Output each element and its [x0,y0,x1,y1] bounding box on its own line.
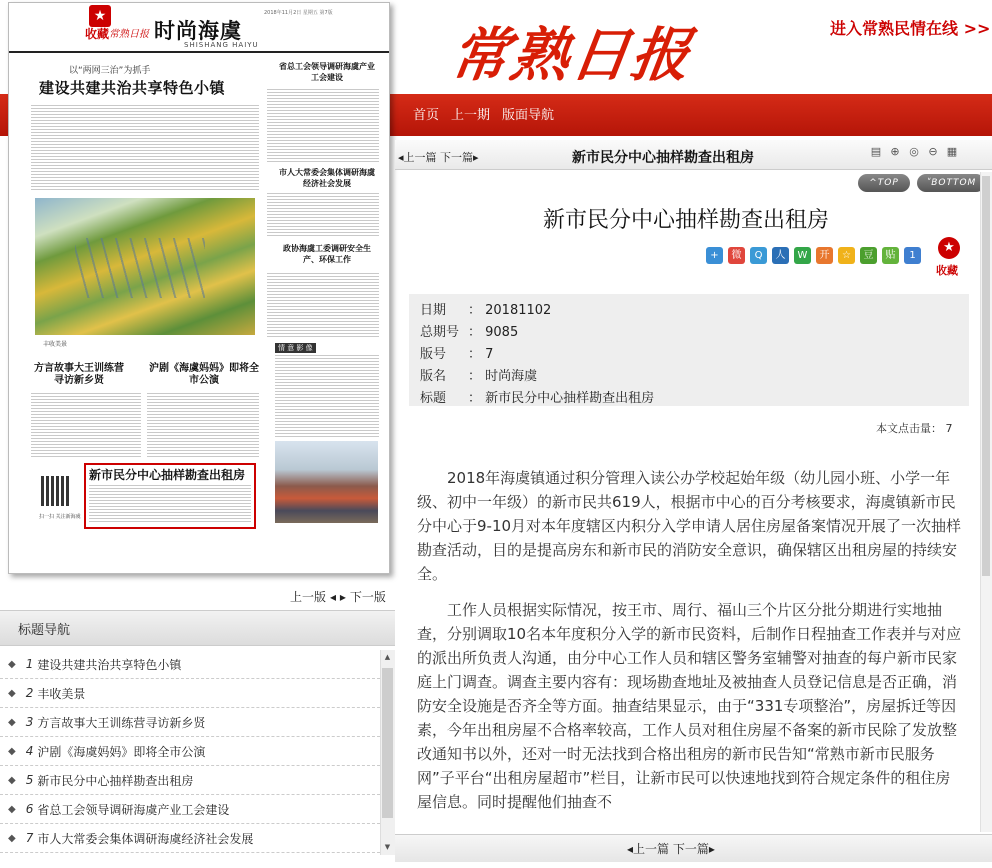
info-row-issue: 总期号 ： 9085 [420,321,518,340]
paper-col-headline-3[interactable]: 政协海虞工委调研安全生产、环保工作 [283,244,371,264]
zoom-reset-icon[interactable]: ◎ [909,145,919,158]
site-logo[interactable]: 常熟日报 [446,21,697,89]
scroll-up-icon[interactable]: ▲ [384,653,391,661]
hit-count-value: 7 [945,422,953,435]
paper-fav-label: 收藏 [85,27,110,41]
arrow-left-icon: ◂ [627,842,634,856]
paper-text-block [267,271,379,337]
list-item-num: 3 [25,715,34,729]
paper-lead-headline[interactable]: 建设共建共治共享特色小镇 [39,79,226,97]
print-icon[interactable]: ▦ [946,145,958,158]
paper-logo: 常熟日报 [109,29,149,40]
paper-text-block [31,103,259,191]
next-page-link[interactable]: 下一版 [349,590,386,604]
share-more-icon[interactable]: + [706,247,723,264]
nav-home[interactable]: 首页 [413,108,440,123]
paper-section-name: 时尚海虞 [154,19,242,43]
douban-icon[interactable]: 豆 [860,247,877,264]
info-row-page: 版号 ： 7 [420,343,493,362]
scroll-bottom-button[interactable]: ˅BOTTOM [917,174,985,192]
article-tools [868,144,960,160]
highlighted-article-title[interactable]: 新市民分中心抽样勘查出租房 [89,468,246,482]
main-nav [413,104,554,123]
hit-count-label: 本文点击量： [876,422,942,435]
article-paragraph: 工作人员根据实际情况，按王市、周行、福山三个片区分批分期进行实地抽查，分别调取10名本年度积分入学的新市民资料，后制作日程抽查工作表并与对应的派出所负责人沟通，由分中心工作人员和辖区警务室辅警对抽查的每户新市民家庭上门调查。调查主要内容有：现场勘查地址及被抽查人员登记信息是否正确，消防安全设施是否齐全等方面。抽查结果显示，由于“331专项整治”，房屋拆迁等因素，今年出租房屋不合格率较高，工作人员对租住房屋不备案的新市民除了发放整改通知书以外，还对一时无法找到合格出租房的新市民告知“常熟市新市民服务网”子平台“出租房屋超市”栏目，让新市民可以快速地找到符合规定条件的租住房屋信息。同时提醒他们抽查不 [417,601,962,811]
diamond-bullet-icon: ◆ [8,803,16,815]
info-value: 时尚海虞 [485,369,538,384]
zoom-out-icon[interactable]: ⊖ [928,145,938,158]
collect-label[interactable]: 收藏 [936,264,958,277]
info-row-date: 日期 ： 20181102 [420,299,551,318]
diamond-bullet-icon: ◆ [8,716,16,728]
scroll-bottom-label: BOTTOM [931,178,977,188]
qzone-icon[interactable]: Q [750,247,767,264]
zoom-in-icon[interactable]: ⊕ [890,145,900,158]
title-nav-heading: 标题导航 [18,623,71,638]
title-nav-list [0,650,380,853]
article-body [417,466,962,826]
paper-text-block [267,191,379,237]
list-item-label[interactable]: 省总工会领导调研海虞产业工会建设 [37,802,230,817]
share-count-icon[interactable]: 1 [904,247,921,264]
article-scroll-thumb[interactable] [982,176,990,576]
list-item-num: 5 [25,773,34,787]
nav-page-nav[interactable]: 版面导航 [502,108,555,123]
list-item-num: 4 [25,744,34,758]
weibo-icon[interactable]: 微 [728,247,745,264]
photo-caption: 丰收美景 [43,341,68,348]
qr-code-icon [41,476,71,506]
paper-text-block [267,87,379,162]
hit-count [876,420,953,436]
diamond-bullet-icon: ◆ [8,832,16,844]
paper-tag: 情 意 影 像 [275,343,316,353]
wechat-icon[interactable]: W [794,247,811,264]
paper-text-block [31,391,141,457]
list-item[interactable] [0,824,380,853]
qr-caption: 扫一扫 关注新海虞 [39,514,81,520]
next-article-link-bottom[interactable]: 下一篇 [672,842,709,856]
article-paragraph: 2018年海虞镇通过积分管理入读公办学校起始年级（幼儿园小班、小学一年级、初中一年级）的新市民共619人，根据市中心的百分考核要求，海虞镇新市民分中心于9-10月对本年度辖区内积分入学申请人居住房屋备案情况开展了一次抽样勘查活动，目的是提高房东和新市民的消防安全意识，确保辖区出租房屋的持续安全。 [417,469,962,583]
info-value: 7 [485,347,494,362]
arrow-left-icon: ◂ [398,151,404,164]
list-item-num: 6 [25,802,34,816]
paper-section-en: SHISHANG HAIYU [184,41,259,49]
document-icon[interactable]: ▤ [870,145,882,158]
info-value: 9085 [485,325,519,340]
info-row-title: 标题 ： 新市民分中心抽样勘查出租房 [420,387,654,406]
nav-prev-issue[interactable]: 上一期 [451,108,491,123]
diamond-bullet-icon: ◆ [8,774,16,786]
crowd-photo[interactable] [275,441,378,523]
scroll-top-button[interactable]: ^TOP [858,174,910,192]
info-key: 版名 [420,369,447,384]
list-item[interactable] [0,795,380,824]
list-item-label[interactable]: 方言故事大王训练营寻访新乡贤 [37,715,206,730]
renren-icon[interactable]: 人 [772,247,789,264]
article-bottom-nav [627,840,715,857]
list-item[interactable] [0,650,380,679]
article-top-nav [398,149,479,165]
title-nav-scroll-thumb[interactable] [382,668,393,818]
list-item-num: 2 [25,686,34,700]
info-row-page-name: 版名 ： 时尚海虞 [420,365,537,384]
list-item[interactable] [0,679,380,708]
scroll-down-icon[interactable]: ▼ [384,843,391,851]
tieba-icon[interactable]: 贴 [882,247,899,264]
scroll-top-label: TOP [877,178,899,188]
paper-text-block [147,391,259,457]
article-toolbar-title: 新市民分中心抽样勘查出租房 [572,150,754,166]
arrow-right-icon: ▸ [473,151,479,164]
paper-story-2[interactable]: 沪剧《海虞妈妈》即将全市公演 [149,363,259,386]
article-title: 新市民分中心抽样勘查出租房 [542,208,829,233]
star-icon: ★ [89,5,111,27]
paper-lead-subtitle: 以“两网三治”为抓手 [69,66,151,76]
info-value: 20181102 [485,303,552,318]
article-body-viewport [396,455,980,833]
diamond-bullet-icon: ◆ [8,658,16,670]
paper-text-block [89,483,251,523]
info-key: 版号 [420,347,447,362]
paper-meta: 2018年11月2日 星期五 第7版 [264,10,333,16]
diamond-bullet-icon: ◆ [8,687,16,699]
share-bar [706,247,921,264]
newspaper-page-image[interactable] [8,2,390,574]
list-item-num: 7 [25,831,34,845]
prev-page-link[interactable]: 上一版 [290,590,327,604]
kaixin-icon[interactable]: 开 [816,247,833,264]
list-item-num: 1 [25,657,34,671]
list-item-label[interactable]: 沪剧《海虞妈妈》即将全市公演 [37,744,206,759]
page-pager [288,588,388,605]
list-item-label[interactable]: 建设共建共治共享特色小镇 [37,657,182,672]
info-key: 日期 [420,303,447,318]
harvest-photo[interactable] [35,198,255,335]
list-item[interactable] [0,737,380,766]
list-item[interactable] [0,708,380,737]
paper-story-1[interactable]: 方言故事大王训练营寻访新乡贤 [34,363,124,386]
paper-text-block [275,353,379,437]
info-key: 标题 [420,391,447,406]
favorite-star-icon[interactable]: ☆ [838,247,855,264]
info-value: 新市民分中心抽样勘查出租房 [485,391,655,406]
diamond-bullet-icon: ◆ [8,745,16,757]
list-item[interactable] [0,766,380,795]
info-key: 总期号 [420,325,460,340]
prev-article-link-bottom[interactable]: 上一篇 [633,842,670,856]
prev-article-link[interactable]: 上一篇 [403,151,437,164]
paper-col-headline-2[interactable]: 市人大常委会集体调研海虞经济社会发展 [279,168,375,188]
collect-star-icon[interactable]: ★ [938,237,960,259]
arrow-right-icon: ▸ [708,842,715,856]
minqing-online-link[interactable]: 进入常熟民情在线 >> [830,19,991,38]
list-item-label[interactable]: 新市民分中心抽样勘查出租房 [37,773,194,788]
list-item-label[interactable]: 丰收美景 [37,686,86,701]
arrows-icon: ◂ ▸ [330,590,346,604]
list-item-label[interactable]: 市人大常委会集体调研海虞经济社会发展 [37,831,254,846]
paper-col-headline-1[interactable]: 省总工会领导调研海虞产业工会建设 [279,62,375,82]
next-article-link[interactable]: 下一篇 [440,151,474,164]
